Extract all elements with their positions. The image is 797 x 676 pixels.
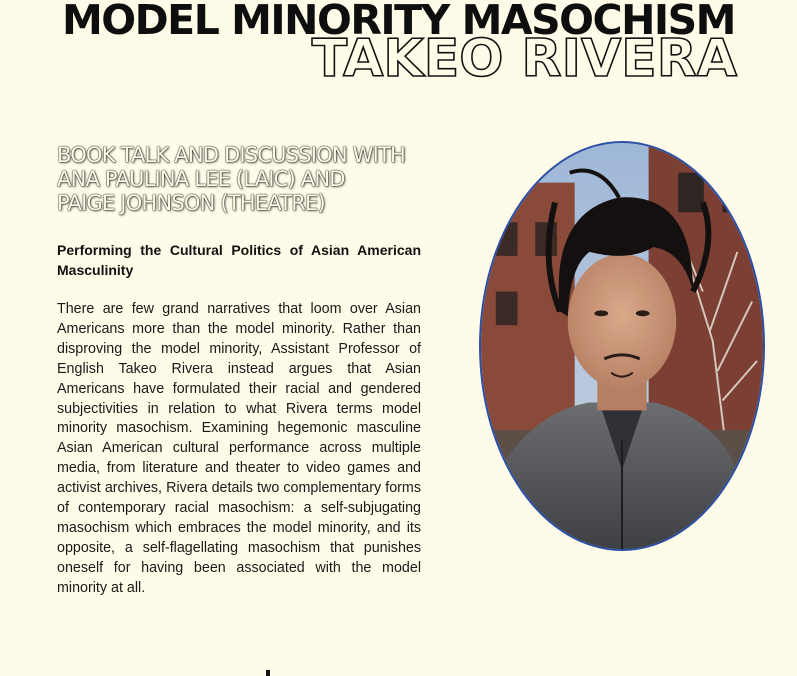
- author-photo: [479, 141, 765, 551]
- subtitle-line: BOOK TALK AND DISCUSSION WITH: [57, 143, 406, 167]
- event-description: There are few grand narratives that loom over Asian Americans more than the model minority. Rather than disproving the model minority, Assistant Professor of English Takeo Rivera instead argues that Asian Americans have formulated their racial and gendered subjectivities in relation to what Rivera terms model minority masochism. Examining hegemonic masculine Asian American cultural performance across multiple media, from literature and theater to video games and activist archives, Rivera details two complementary forms of contemporary racial masochism: a self-subjugating masochism which embraces the model minority, and its opposite, a self-flagellating masochism that punishes oneself for having been associated with the model minority at all.: [57, 301, 421, 596]
- subtitle-line: PAIGE JOHNSON (THEATRE): [57, 191, 325, 215]
- book-subtitle-heading: Performing the Cultural Politics of Asian American Masculinity: [57, 242, 421, 278]
- poster-title: MODEL MINORITY MASOCHISM: [62, 0, 735, 44]
- author-name: TAKEO RIVERA: [311, 29, 737, 89]
- portrait-image: [481, 143, 763, 549]
- subtitle-line: ANA PAULINA LEE (LAIC) AND: [57, 167, 345, 191]
- event-subtitle: [57, 143, 437, 215]
- bottom-mark: [266, 670, 270, 676]
